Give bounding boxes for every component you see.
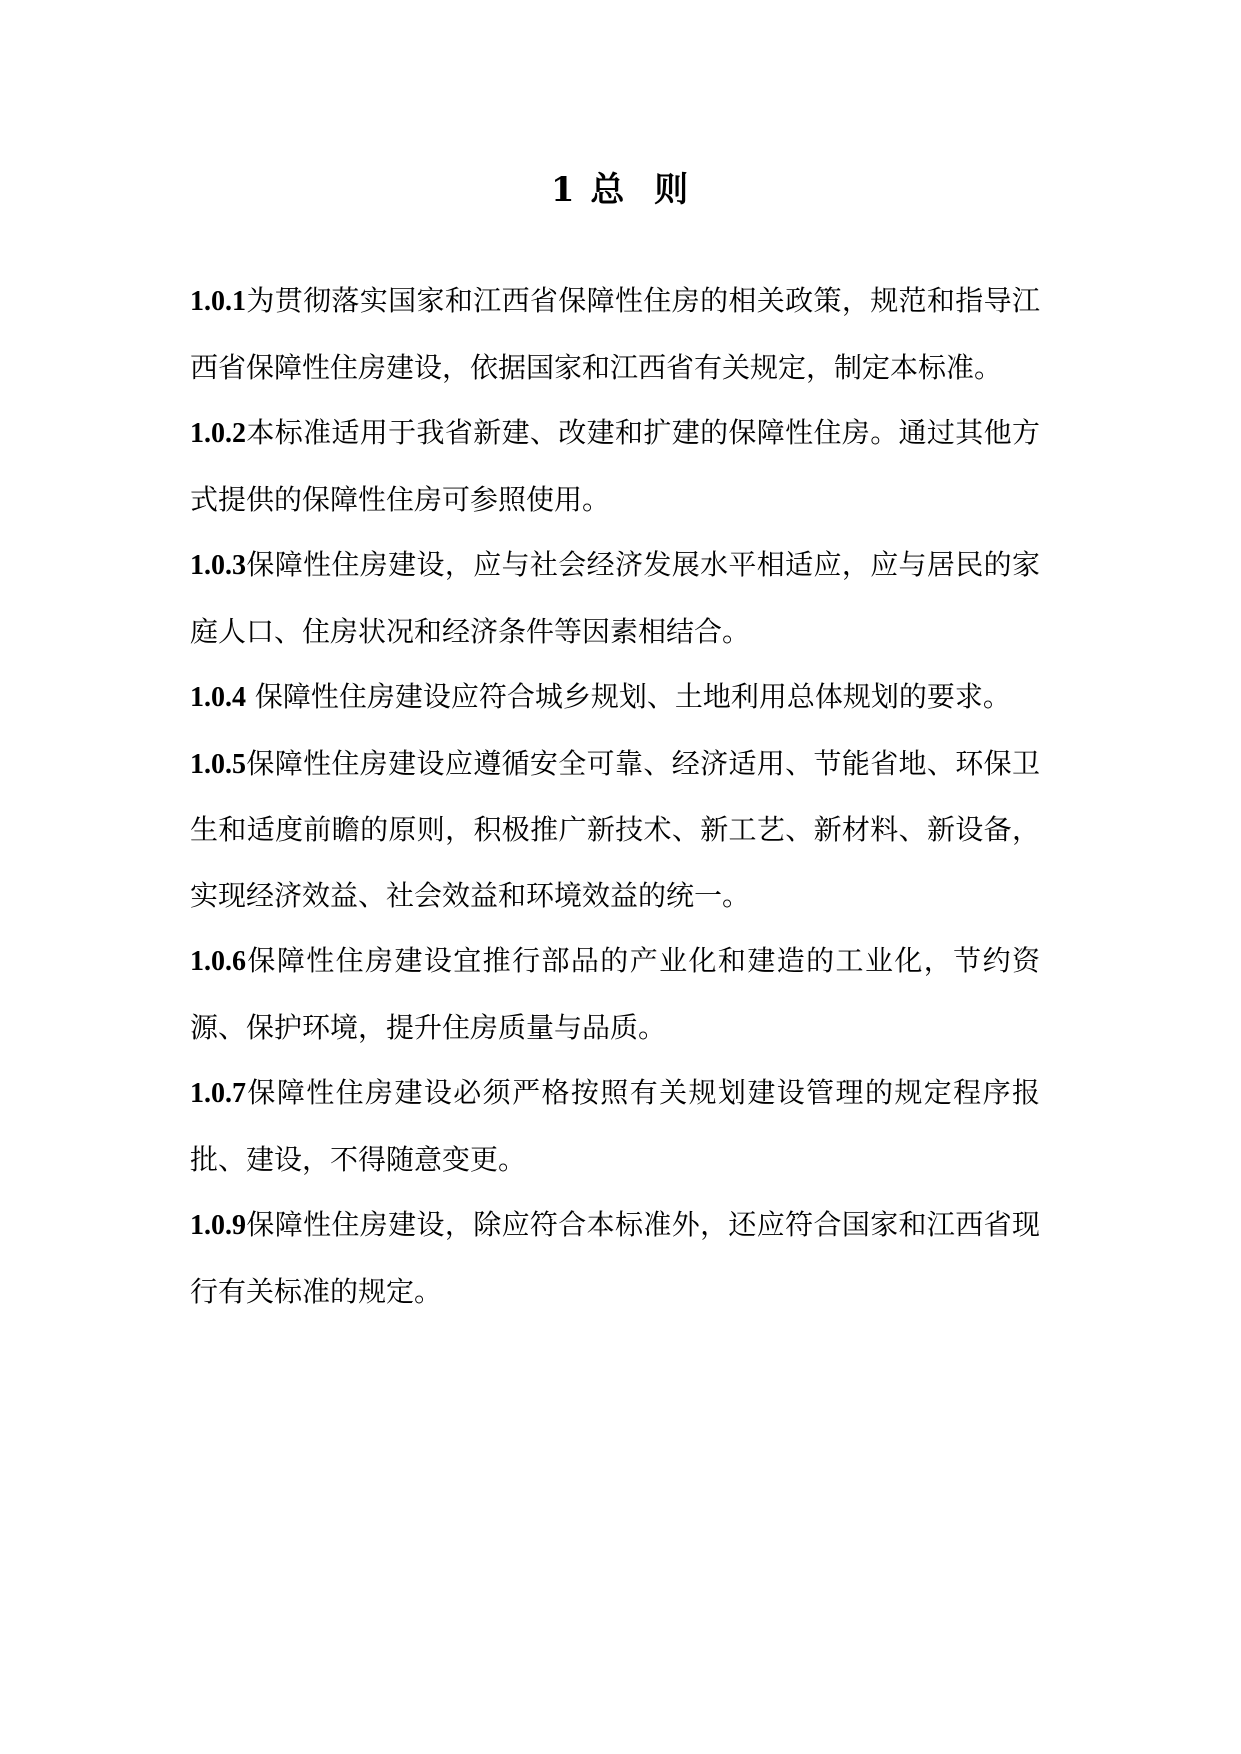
- clause-text: 为贯彻落实国家和江西省保障性住房的相关政策，规范和指导江西省保障性住房建设，依据国家和江西省有关规定，制定本标准。: [190, 284, 1040, 384]
- clause-number: 1.0.6: [190, 946, 246, 977]
- clause-number: 1.0.2: [190, 418, 246, 449]
- clause-number: 1.0.9: [190, 1210, 246, 1241]
- clause-number: 1.0.1: [190, 286, 246, 317]
- clause-text: 本标准适用于我省新建、改建和扩建的保障性住房。通过其他方式提供的保障性住房可参照使用。: [190, 416, 1040, 516]
- clause-text: 保障性住房建设，应与社会经济发展水平相适应，应与居民的家庭人口、住房状况和经济条件等因素相结合。: [190, 548, 1040, 648]
- clause-number: 1.0.5: [190, 748, 246, 780]
- clause-number: 1.0.3: [190, 550, 246, 581]
- clause-1-0-9: [190, 1192, 1040, 1324]
- clause-number: 1.0.4: [190, 682, 246, 713]
- clause-1-0-7: [190, 1060, 1040, 1192]
- clause-1-0-5: [190, 731, 1040, 929]
- clause-number: 1.0.7: [190, 1078, 246, 1109]
- clause-text: 保障性住房建设必须严格按照有关规划建设管理的规定程序报批、建设，不得随意变更。: [190, 1076, 1040, 1176]
- clause-list: [190, 268, 1040, 1324]
- clause-1-0-1: [190, 268, 1040, 400]
- clause-1-0-3: [190, 532, 1040, 664]
- clause-text: 保障性住房建设宜推行部品的产业化和建造的工业化，节约资源、保护环境，提升住房质量与品质。: [190, 944, 1040, 1044]
- clause-text: 保障性住房建设，除应符合本标准外，还应符合国家和江西省现行有关标准的规定。: [190, 1208, 1040, 1308]
- clause-text: 保障性住房建设应遵循安全可靠、经济适用、节能省地、环保卫生和适度前瞻的原则，积极推广新技术、新工艺、新材料、新设备，实现经济效益、社会效益和环境效益的统一。: [190, 746, 1040, 912]
- chapter-title: 1 总 则: [550, 170, 691, 210]
- clause-1-0-4: [190, 664, 1040, 731]
- clause-1-0-6: [190, 928, 1040, 1060]
- clause-text: 保障性住房建设应符合城乡规划、土地利用总体规划的要求。: [246, 680, 1011, 713]
- clause-1-0-2: [190, 400, 1040, 532]
